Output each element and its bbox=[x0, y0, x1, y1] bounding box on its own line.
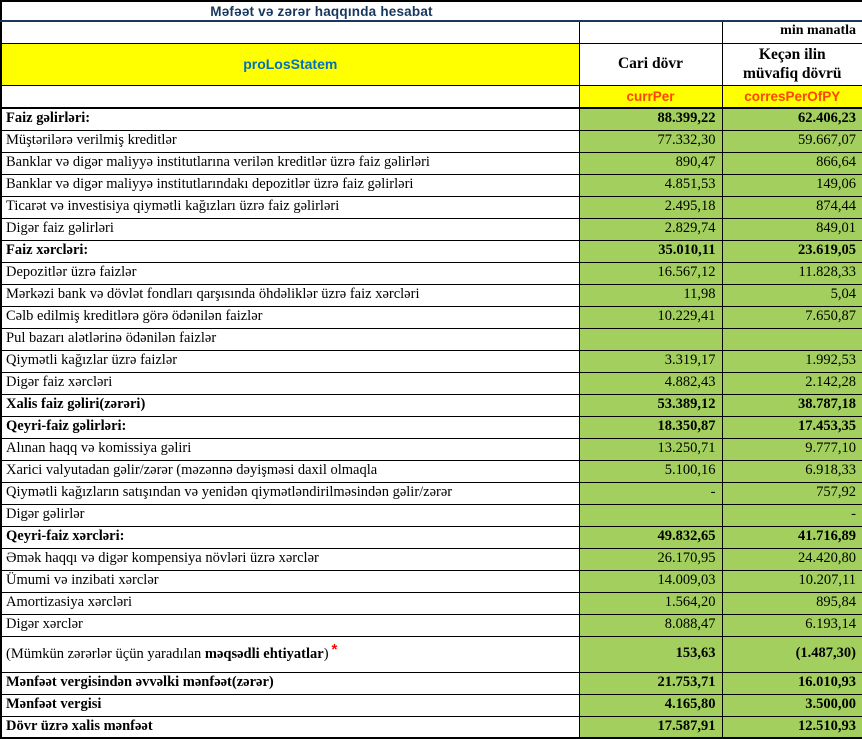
previous-period-value: 16.010,93 bbox=[722, 672, 862, 694]
statement-body bbox=[1, 108, 862, 738]
row-label: Qeyri-faiz xərcləri: bbox=[1, 526, 579, 548]
row-label: Banklar və digər maliyyə institutlarındakı depozitlər üzrə faiz gəlirləri bbox=[1, 174, 579, 196]
row-label: Digər faiz xərcləri bbox=[1, 372, 579, 394]
previous-period-header: Keçən ilin müvafiq dövrü bbox=[722, 43, 862, 85]
row-label: Qiymətli kağızlar üzrə faizlər bbox=[1, 350, 579, 372]
table-row bbox=[1, 130, 862, 152]
row-label: Digər xərclər bbox=[1, 614, 579, 636]
current-period-value: 53.389,12 bbox=[579, 394, 722, 416]
current-period-value: 17.587,91 bbox=[579, 716, 722, 738]
table-row bbox=[1, 482, 862, 504]
table-row bbox=[1, 672, 862, 694]
current-period-value: - bbox=[579, 482, 722, 504]
units-spacer-mid bbox=[579, 21, 722, 43]
subheader-spacer bbox=[1, 85, 579, 108]
table-row bbox=[1, 614, 862, 636]
previous-period-value: 7.650,87 bbox=[722, 306, 862, 328]
units-spacer-left bbox=[1, 21, 579, 43]
row-label: Alınan haqq və komissiya gəliri bbox=[1, 438, 579, 460]
previous-period-value: 11.828,33 bbox=[722, 262, 862, 284]
row-label: Banklar və digər maliyyə institutlarına verilən kreditlər üzrə faiz gəlirləri bbox=[1, 152, 579, 174]
table-row bbox=[1, 240, 862, 262]
previous-period-value: 38.787,18 bbox=[722, 394, 862, 416]
previous-period-value: 6.918,33 bbox=[722, 460, 862, 482]
statement-code-header: proLosStatem bbox=[1, 43, 579, 85]
current-period-code: currPer bbox=[579, 85, 722, 108]
table-row bbox=[1, 504, 862, 526]
previous-period-value: 17.453,35 bbox=[722, 416, 862, 438]
previous-period-value: 849,01 bbox=[722, 218, 862, 240]
row-label: Faiz gəlirləri: bbox=[1, 108, 579, 130]
previous-period-value: - bbox=[722, 504, 862, 526]
table-row bbox=[1, 570, 862, 592]
table-row bbox=[1, 262, 862, 284]
current-period-value: 1.564,20 bbox=[579, 592, 722, 614]
current-period-value: 49.832,65 bbox=[579, 526, 722, 548]
previous-period-value: 3.500,00 bbox=[722, 694, 862, 716]
table-row bbox=[1, 306, 862, 328]
previous-period-value: 757,92 bbox=[722, 482, 862, 504]
header-row bbox=[1, 43, 862, 85]
previous-period-value bbox=[722, 328, 862, 350]
current-period-value: 88.399,22 bbox=[579, 108, 722, 130]
previous-period-value: 5,04 bbox=[722, 284, 862, 306]
table-row bbox=[1, 636, 862, 672]
table-row bbox=[1, 694, 862, 716]
row-label: Müştərilərə verilmiş kreditlər bbox=[1, 130, 579, 152]
current-period-value: 4.851,53 bbox=[579, 174, 722, 196]
row-label: Depozitlər üzrə faizlər bbox=[1, 262, 579, 284]
current-period-value: 26.170,95 bbox=[579, 548, 722, 570]
current-period-value bbox=[579, 328, 722, 350]
row-label: Mənfəət vergisindən əvvəlki mənfəət(zərər) bbox=[1, 672, 579, 694]
current-period-value: 21.753,71 bbox=[579, 672, 722, 694]
table-row bbox=[1, 328, 862, 350]
previous-period-value: 9.777,10 bbox=[722, 438, 862, 460]
previous-period-value: 149,06 bbox=[722, 174, 862, 196]
previous-period-value: 866,64 bbox=[722, 152, 862, 174]
table-row bbox=[1, 592, 862, 614]
row-label: Qiymətli kağızların satışından və yenidən qiymətləndirilməsindən gəlir/zərər bbox=[1, 482, 579, 504]
table-row bbox=[1, 416, 862, 438]
previous-period-value: 23.619,05 bbox=[722, 240, 862, 262]
current-period-value: 11,98 bbox=[579, 284, 722, 306]
current-period-value: 2.495,18 bbox=[579, 196, 722, 218]
current-period-value: 77.332,30 bbox=[579, 130, 722, 152]
current-period-value: 3.319,17 bbox=[579, 350, 722, 372]
row-label: Mənfəət vergisi bbox=[1, 694, 579, 716]
report-title: Məfəət və zərər haqqında hesabat bbox=[1, 1, 862, 21]
row-label: Cəlb edilmiş kreditlərə görə ödənilən faizlər bbox=[1, 306, 579, 328]
row-label-segment: ) bbox=[323, 645, 329, 662]
current-period-value: 35.010,11 bbox=[579, 240, 722, 262]
table-row bbox=[1, 394, 862, 416]
current-period-value: 5.100,16 bbox=[579, 460, 722, 482]
table-row bbox=[1, 174, 862, 196]
previous-period-value: 62.406,23 bbox=[722, 108, 862, 130]
row-label: Dövr üzrə xalis mənfəət bbox=[1, 716, 579, 738]
table-row bbox=[1, 372, 862, 394]
table-row bbox=[1, 526, 862, 548]
table-row bbox=[1, 152, 862, 174]
row-label: Digər faiz gəlirləri bbox=[1, 218, 579, 240]
previous-period-code: corresPerOfPY bbox=[722, 85, 862, 108]
previous-period-value: 10.207,11 bbox=[722, 570, 862, 592]
units-note: min manatla bbox=[722, 21, 862, 43]
current-period-value: 890,47 bbox=[579, 152, 722, 174]
current-period-header: Cari dövr bbox=[579, 43, 722, 85]
row-label: Amortizasiya xərcləri bbox=[1, 592, 579, 614]
current-period-value: 4.165,80 bbox=[579, 694, 722, 716]
row-label: Faiz xərcləri: bbox=[1, 240, 579, 262]
table-row bbox=[1, 196, 862, 218]
row-label-segment: (Mümkün zərərlər üçün yaradılan bbox=[6, 645, 205, 662]
current-period-value: 14.009,03 bbox=[579, 570, 722, 592]
row-label: Ümumi və inzibati xərclər bbox=[1, 570, 579, 592]
current-period-value bbox=[579, 504, 722, 526]
subheader-row bbox=[1, 85, 862, 108]
row-label: Ticarət və investisiya qiymətli kağızları üzrə faiz gəlirləri bbox=[1, 196, 579, 218]
row-label: Xarici valyutadan gəlir/zərər (məzənnə dəyişməsi daxil olmaqla bbox=[1, 460, 579, 482]
title-row bbox=[1, 1, 862, 21]
row-label: Xalis faiz gəliri(zərəri) bbox=[1, 394, 579, 416]
row-label: Qeyri-faiz gəlirləri: bbox=[1, 416, 579, 438]
row-label bbox=[1, 636, 579, 672]
table-row bbox=[1, 460, 862, 482]
current-period-value: 153,63 bbox=[579, 636, 722, 672]
table-row bbox=[1, 218, 862, 240]
current-period-value: 13.250,71 bbox=[579, 438, 722, 460]
previous-period-value: 895,84 bbox=[722, 592, 862, 614]
current-period-value: 8.088,47 bbox=[579, 614, 722, 636]
previous-period-value: 24.420,80 bbox=[722, 548, 862, 570]
row-label: Mərkəzi bank və dövlət fondları qarşısında öhdəliklər üzrə faiz xərcləri bbox=[1, 284, 579, 306]
footnote-asterisk: * bbox=[331, 640, 338, 658]
previous-period-value: 59.667,07 bbox=[722, 130, 862, 152]
current-period-value: 16.567,12 bbox=[579, 262, 722, 284]
previous-period-value: 1.992,53 bbox=[722, 350, 862, 372]
previous-period-value: 12.510,93 bbox=[722, 716, 862, 738]
table-row bbox=[1, 716, 862, 738]
current-period-value: 4.882,43 bbox=[579, 372, 722, 394]
previous-period-value: 874,44 bbox=[722, 196, 862, 218]
previous-period-value: 2.142,28 bbox=[722, 372, 862, 394]
table-row bbox=[1, 548, 862, 570]
row-label: Pul bazarı alətlərinə ödənilən faizlər bbox=[1, 328, 579, 350]
row-label-segment: məqsədli ehtiyatlar bbox=[204, 645, 324, 662]
previous-period-value: (1.487,30) bbox=[722, 636, 862, 672]
previous-period-value: 41.716,89 bbox=[722, 526, 862, 548]
current-period-value: 10.229,41 bbox=[579, 306, 722, 328]
table-row bbox=[1, 108, 862, 130]
current-period-value: 2.829,74 bbox=[579, 218, 722, 240]
current-period-value: 18.350,87 bbox=[579, 416, 722, 438]
units-row bbox=[1, 21, 862, 43]
row-label: Digər gəlirlər bbox=[1, 504, 579, 526]
previous-period-value: 6.193,14 bbox=[722, 614, 862, 636]
table-row bbox=[1, 350, 862, 372]
row-label: Əmək haqqı və digər kompensiya növləri üzrə xərclər bbox=[1, 548, 579, 570]
table-row bbox=[1, 438, 862, 460]
table-row bbox=[1, 284, 862, 306]
